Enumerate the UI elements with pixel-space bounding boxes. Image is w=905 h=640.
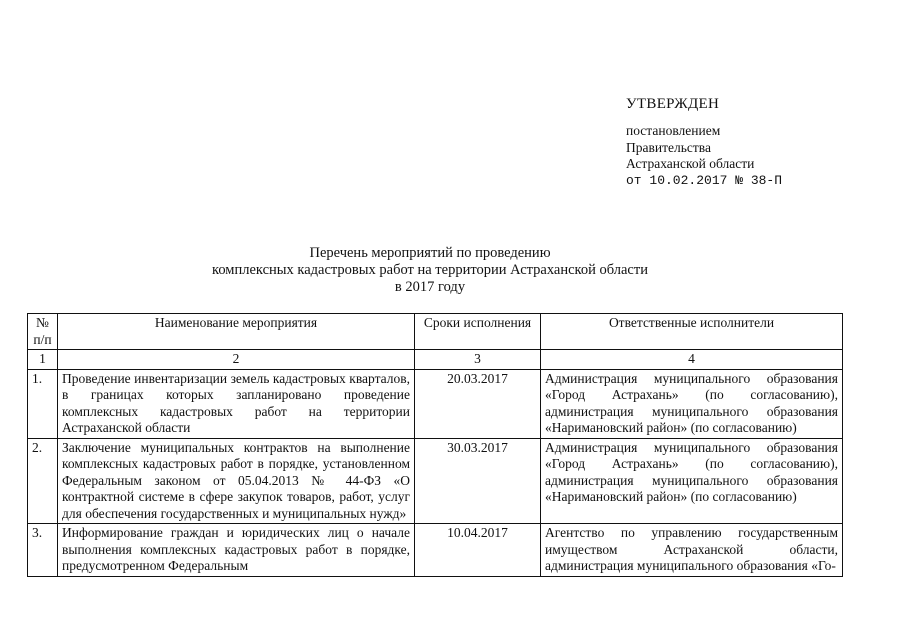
header-activity-name: Наименование мероприятия	[58, 314, 415, 350]
approval-line: Правительства	[626, 139, 711, 155]
approval-line: Астраханской области	[626, 156, 755, 171]
row-deadline: 20.03.2017	[415, 369, 541, 438]
table-row	[28, 369, 843, 438]
index-cell: 4	[541, 350, 843, 370]
index-cell: 3	[415, 350, 541, 370]
row-number: 2.	[28, 438, 58, 524]
activities-table	[27, 313, 843, 577]
document-title-line: комплексных кадастровых работ на территории Астраханской области	[212, 262, 648, 278]
row-responsible: Агентство по управлению государственным имуществом Астраханской области, администрация муниципального образования «Го-	[541, 524, 843, 577]
table-row	[28, 524, 843, 577]
row-deadline: 10.04.2017	[415, 524, 541, 577]
row-activity-name: Заключение муниципальных контрактов на выполнение комплексных кадастровых работ в порядке, установленном Федеральным законом от 05.04.2013 № 44-ФЗ «О контрактной системе в сфере закупок товаров, работ, услуг для обеспечения государственных и муниципальных нужд»	[58, 438, 415, 524]
table-header-row	[28, 314, 843, 350]
header-number: № п/п	[28, 314, 58, 350]
row-number: 1.	[28, 369, 58, 438]
row-activity-name: Проведение инвентаризации земель кадастровых кварталов, в границах которых запланировано проведение комплексных кадастровых работ на территории Астраханской области	[58, 369, 415, 438]
table-index-row	[28, 350, 843, 370]
row-responsible: Администрация муниципального образования «Город Астрахань» (по согласованию), администрация муниципального образования «Наримановский район» (по согласованию)	[541, 438, 843, 524]
header-deadline: Сроки исполнения	[415, 314, 541, 350]
approval-date-number: от 10.02.2017 № 38-П	[626, 172, 783, 188]
document-title	[150, 245, 710, 296]
row-activity-name: Информирование граждан и юридических лиц о начале выполнения комплексных кадастровых работ в порядке, предусмотренном Федеральным	[58, 524, 415, 577]
row-number: 3.	[28, 524, 58, 577]
row-deadline: 30.03.2017	[415, 438, 541, 524]
approval-line: постановлением	[626, 123, 721, 138]
index-cell: 2	[58, 350, 415, 370]
approval-title: УТВЕРЖДЕН	[626, 96, 720, 112]
approval-stamp	[626, 96, 896, 189]
table-row	[28, 438, 843, 524]
row-responsible: Администрация муниципального образования «Город Астрахань» (по согласованию), администрация муниципального образования «Наримановский район» (по согласованию)	[541, 369, 843, 438]
header-responsible: Ответственные исполнители	[541, 314, 843, 350]
document-title-line: в 2017 году	[394, 279, 466, 295]
document-title-line: Перечень мероприятий по проведению	[309, 245, 551, 261]
index-cell: 1	[28, 350, 58, 370]
